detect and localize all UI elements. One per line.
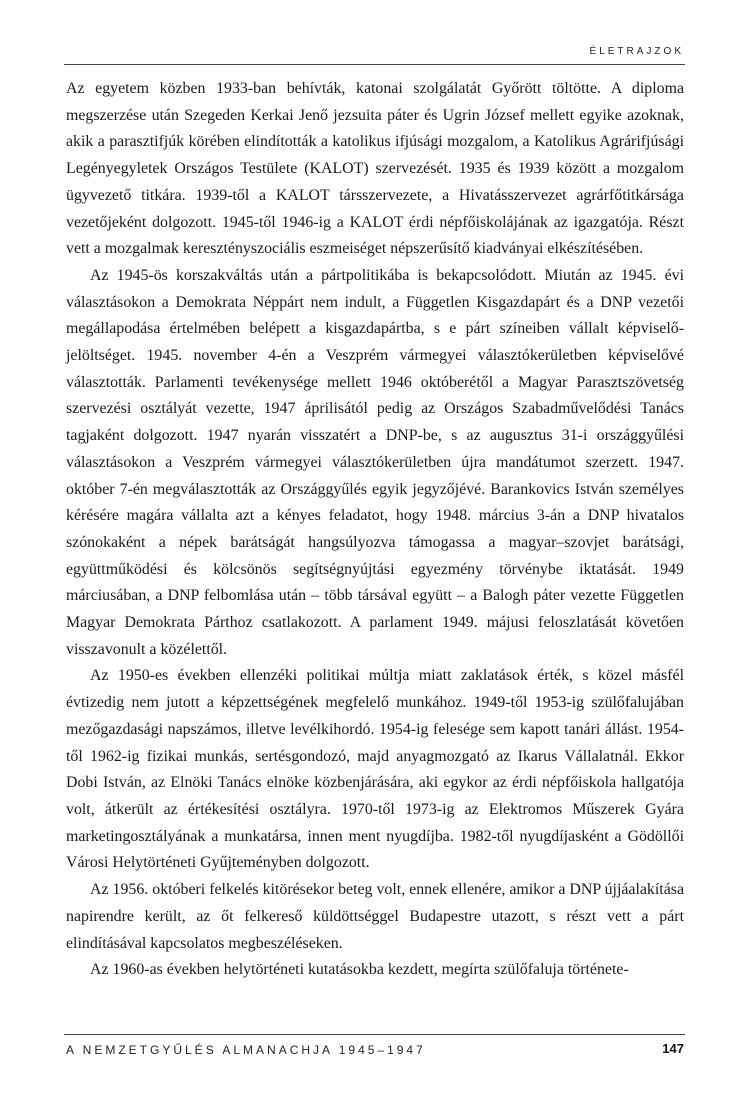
page-number: 147 — [662, 1041, 684, 1056]
footer-book-title: A NEMZETGYŰLÉS ALMANACHJA 1945–1947 — [66, 1043, 426, 1057]
paragraph-2: Az 1945-ös korszakváltás után a pártpolitikába is bekapcsolódott. Miután az 1945. évi választásokon a Demokrata Néppárt nem indult, a Független Kisgazdapárt és a DNP vezetői megállapodása értelmében belépett a kisgazdapártba, s e párt színeiben vállalt képviselő-jelöltséget. 1945. november 4-én a Veszprém vármegyei választókerületben képviselővé választották. Parlamenti tevékenysége mellett 1946 októberétől a Magyar Parasztszövetség szervezési osztályát vezette, 1947 áprilisától pedig az Országos Szabadművelődési Tanács tagjaként dolgozott. 1947 nyarán visszatért a DNP-be, s az augusztus 31-i országgyűlési választásokon a Veszprém vármegyei választókerületben újra mandátumot szerzett. 1947. október 7-én megválasztották az Országgyűlés egyik jegyzőjévé. Barankovics István személyes kérésére magára vállalta azt a kényes feladatot, hogy 1948. március 3-án a DNP hivatalos szónokaként a népek barátságát hangsúlyozva támogassa a magyar–szovjet barátsági, együttműködési és kölcsönös segítségnyújtási egyezmény törvénybe iktatását. 1949 márciusában, a DNP felbomlása után – több társával együtt – a Balogh páter vezette Független Magyar Demokrata Párthoz csatlakozott. A parlament 1949. májusi feloszlatását követően visszavonult a közélettől. — [66, 266, 684, 658]
header-rule — [64, 64, 685, 65]
paragraph-1: Az egyetem közben 1933-ban behívták, katonai szolgálatát Győrött töltötte. A diploma megszerzése után Szegeden Kerkai Jenő jezsuita páter és Ugrin József mellett egyike azoknak, akik a parasztifjúk körében elindították a katolikus ifjúsági mozgalom, a Katolikus Agrárifjúsági Legényegyletek Országos Testülete (KALOT) szervezését. 1935 és 1939 között a mozgalom ügyvezető titkára. 1939-től a KALOT társszervezete, a Hivatásszervezet agrárfőtitkársága vezetőjeként dolgozott. 1945-től 1946-ig a KALOT érdi népfőiskolájának az igazgatója. Részt vett a mozgalmak keresztényszociális eszmeiséget népszerűsítő kiadványai elkészítésében. — [66, 80, 684, 258]
body-text — [66, 76, 684, 984]
paragraph-5: Az 1960-as években helytörténeti kutatásokba kezdett, megírta szülőfaluja története- — [90, 961, 629, 979]
paragraph-3: Az 1950-es években ellenzéki politikai múltja miatt zaklatások érték, s közel másfél évtizedig nem jutott a képzettségének megfelelő munkához. 1949-től 1953-ig szülőfalujában mezőgazdasági napszámos, illetve levélkihordó. 1954-ig felesége sem kapott tanári állást. 1954-től 1962-ig fizikai munkás, sertésgondozó, majd anyagmozgató az Ikarus Vállalatnál. Ekkor Dobi István, az Elnöki Tanács elnöke közbenjárására, aki egykor az érdi népfőiskola hallgatója volt, átkerült az értékesítési osztályra. 1970-től 1973-ig az Elektromos Műszerek Gyára marketingosztályának a munkatársa, innen ment nyugdíjba. 1982-től nyugdíjasként a Gödöllői Városi Helytörténeti Gyűjteményben dolgozott. — [66, 667, 684, 872]
paragraph-4: Az 1956. októberi felkelés kitörésekor beteg volt, ennek ellenére, amikor a DNP újjáalakítása napirendre került, az őt felkereső küldöttséggel Budapestre utazott, s részt vett a párt elindításával kapcsolatos megbeszéléseken. — [66, 881, 684, 952]
running-header: ÉLETRAJZOK — [589, 46, 684, 57]
footer-rule — [64, 1034, 685, 1035]
